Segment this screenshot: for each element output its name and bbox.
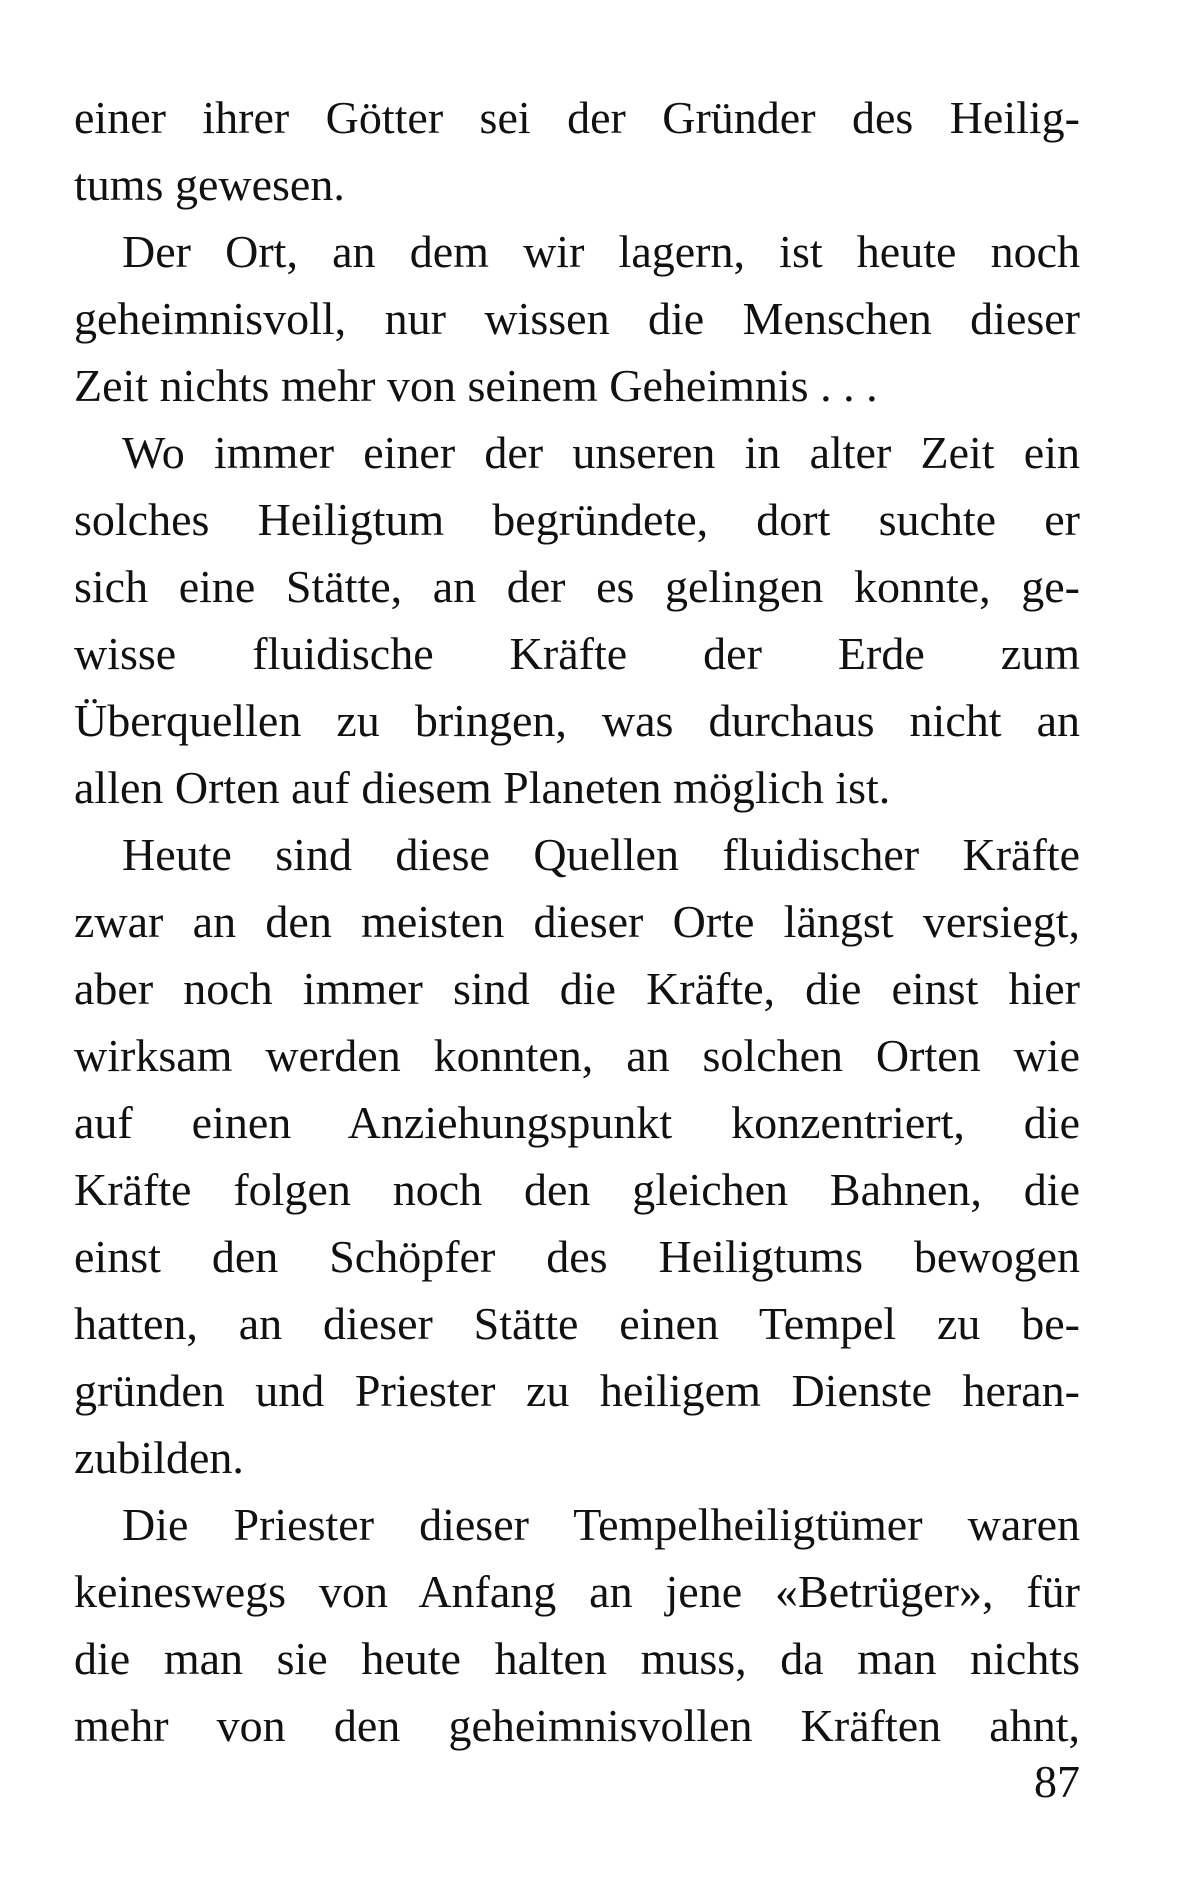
paragraph xyxy=(74,1491,1080,1759)
text-line: auf einen Anziehungspunkt konzentriert, die xyxy=(74,1097,1080,1148)
text-line: wisse fluidische Kräfte der Erde zum xyxy=(74,628,1080,679)
paragraph xyxy=(74,419,1080,821)
body-text xyxy=(74,84,1080,1759)
page-number: 87 xyxy=(1034,1756,1080,1807)
text-line: hatten, an dieser Stätte einen Tempel zu be- xyxy=(74,1298,1080,1349)
text-line: Zeit nichts mehr von seinem Geheimnis . . . xyxy=(74,360,878,411)
text-line: Die Priester dieser Tempelheiligtümer waren xyxy=(122,1499,1080,1550)
text-line: tums gewesen. xyxy=(74,159,345,210)
text-line: Überquellen zu bringen, was durchaus nicht an xyxy=(74,695,1080,746)
text-line: mehr von den geheimnisvollen Kräften ahnt, xyxy=(74,1700,1080,1751)
text-line: einer ihrer Götter sei der Gründer des Heilig- xyxy=(74,92,1080,143)
paragraph xyxy=(74,218,1080,419)
text-line: allen Orten auf diesem Planeten möglich ist. xyxy=(74,762,891,813)
text-line: wirksam werden konnten, an solchen Orten wie xyxy=(74,1030,1080,1081)
text-line: die man sie heute halten muss, da man nichts xyxy=(74,1633,1080,1684)
text-line: gründen und Priester zu heiligem Dienste heran- xyxy=(74,1365,1080,1416)
text-line: einst den Schöpfer des Heiligtums bewogen xyxy=(74,1231,1080,1282)
text-line: Wo immer einer der unseren in alter Zeit ein xyxy=(122,427,1080,478)
text-line: aber noch immer sind die Kräfte, die einst hier xyxy=(74,963,1080,1014)
text-line: Kräfte folgen noch den gleichen Bahnen, die xyxy=(74,1164,1080,1215)
text-line: Der Ort, an dem wir lagern, ist heute noch xyxy=(122,226,1080,277)
text-line: zwar an den meisten dieser Orte längst versiegt, xyxy=(74,896,1080,947)
text-line: Heute sind diese Quellen fluidischer Kräfte xyxy=(122,829,1080,880)
paragraph xyxy=(74,821,1080,1491)
text-line: keineswegs von Anfang an jene «Betrüger», für xyxy=(74,1566,1080,1617)
paragraph xyxy=(74,84,1080,218)
text-line: zubilden. xyxy=(74,1432,244,1483)
text-line: solches Heiligtum begründete, dort suchte er xyxy=(74,494,1080,545)
text-line: geheimnisvoll, nur wissen die Menschen dieser xyxy=(74,293,1080,344)
text-line: sich eine Stätte, an der es gelingen konnte, ge- xyxy=(74,561,1080,612)
